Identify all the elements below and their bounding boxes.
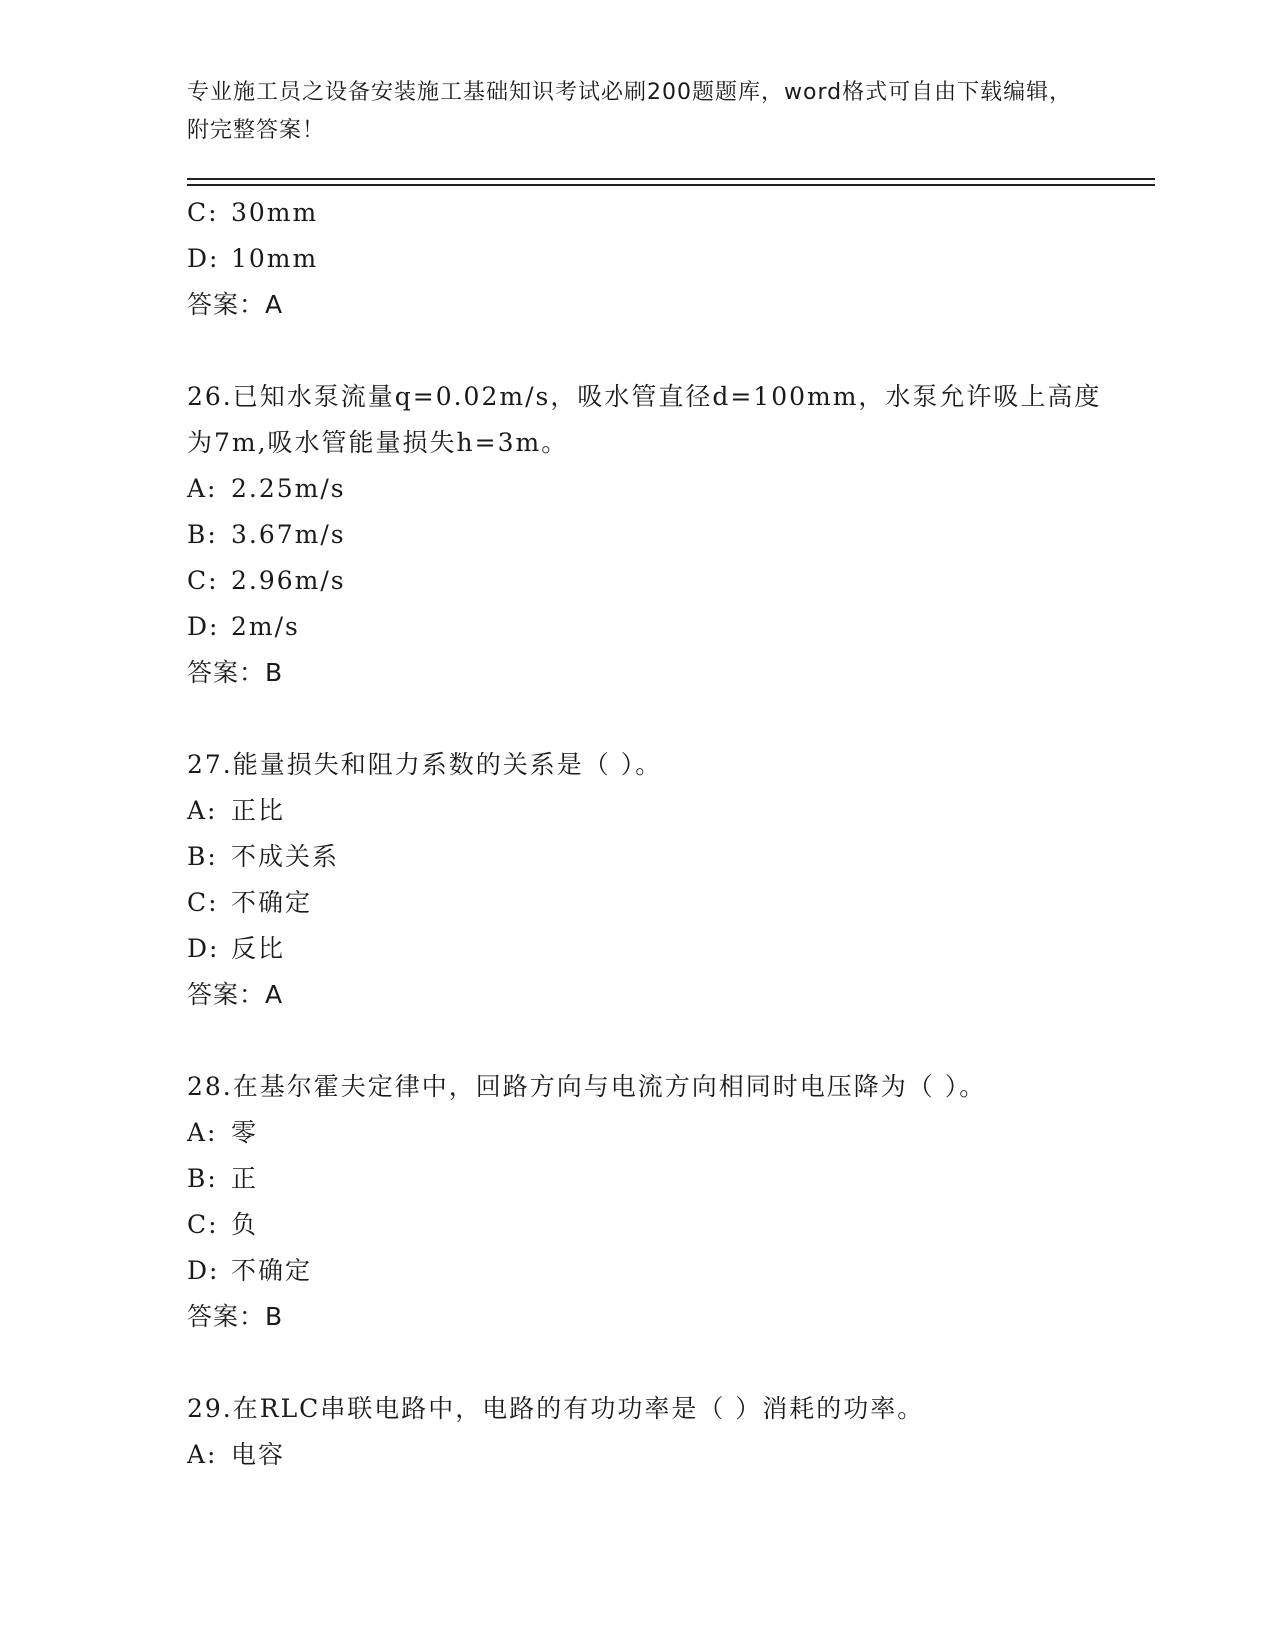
option-d: D: 反比 <box>187 934 286 963</box>
option-a: A: 2.25m/s <box>187 474 346 503</box>
option-a: A: 零 <box>187 1118 259 1147</box>
option-c: C: 30mm <box>187 198 319 227</box>
option-b: B: 3.67m/s <box>187 520 346 549</box>
option-c: C: 2.96m/s <box>187 566 346 595</box>
question-stem: 27.能量损失和阻力系数的关系是（ ）。 <box>187 750 663 779</box>
option-d: D: 不确定 <box>187 1256 313 1285</box>
document-title: 专业施工员之设备安装施工基础知识考试必刷200题题库，word格式可自由下载编辑，附完整答案！ <box>187 80 1073 143</box>
answer-line: 答案：B <box>187 658 284 687</box>
option-d: D: 10mm <box>187 244 319 273</box>
option-b: B: 正 <box>187 1164 259 1193</box>
option-d: D: 2m/s <box>187 612 300 641</box>
option-c: C: 不确定 <box>187 888 313 917</box>
header-divider-bottom <box>187 184 1155 186</box>
question-stem: 26.已知水泵流量q=0.02m/s，吸水管直径d=100mm，水泵允许吸上高度为7m,吸水管能量损失h=3m。 <box>187 382 1102 457</box>
option-a: A: 电容 <box>187 1440 286 1469</box>
answer-line: 答案：B <box>187 1302 284 1331</box>
answer-line: 答案：A <box>187 980 284 1009</box>
question-stem: 28.在基尔霍夫定律中，回路方向与电流方向相同时电压降为（ ）。 <box>187 1072 987 1101</box>
document-header <box>187 74 1087 150</box>
option-b: B: 不成关系 <box>187 842 340 871</box>
option-c: C: 负 <box>187 1210 259 1239</box>
option-a: A: 正比 <box>187 796 286 825</box>
header-divider-top <box>187 178 1155 180</box>
question-list <box>187 190 1127 1478</box>
question-stem: 29.在RLC串联电路中，电路的有功功率是（ ）消耗的功率。 <box>187 1394 925 1423</box>
answer-line: 答案：A <box>187 290 284 319</box>
